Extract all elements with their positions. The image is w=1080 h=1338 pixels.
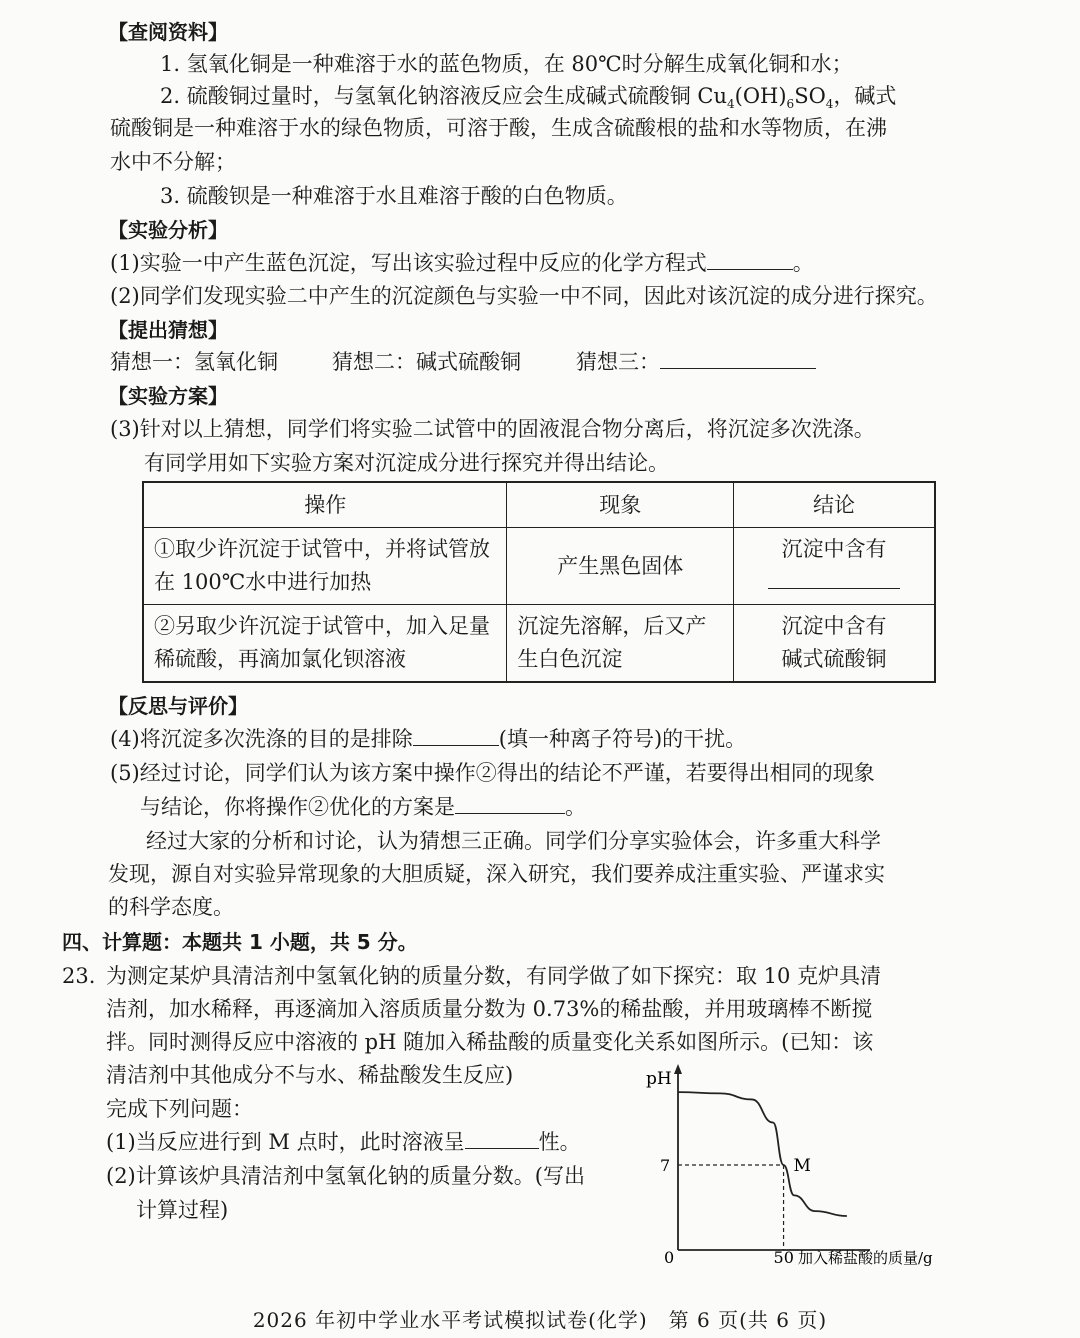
conclusion-blank[interactable] [768, 568, 900, 589]
lookup-item-2: 2. 硫酸铜过量时，与氢氧化钠溶液反应会生成碱式硫酸铜 $Cu_4(OH)_6SO_4$，碱式 [160, 84, 897, 112]
ph-chart [630, 1060, 950, 1280]
question-4: (4)将沉淀多次洗涤的目的是排除 (填一种离子符号)的干扰。 [110, 727, 747, 751]
question-5-cont: 与结论，你将操作②优化的方案是 。 [140, 795, 586, 819]
reflection-paragraph: 经过大家的分析和讨论，认为猜想三正确。同学们分享实验体会，许多重大科学 [146, 829, 881, 853]
table-cell-phenomenon: 产生黑色固体 [507, 528, 734, 605]
x-axis-label: 加入稀盐酸的质量/g [798, 1249, 933, 1267]
problem-23-number: 23. [62, 964, 96, 988]
table-header-row [143, 482, 935, 528]
table-cell-phenomenon: 沉淀先溶解，后又产生白色沉淀 [507, 605, 734, 683]
y-axis-arrow [674, 1064, 682, 1074]
question-1: (1)实验一中产生蓝色沉淀，写出该实验过程中反应的化学方程式 。 [110, 251, 814, 275]
problem-23-question-1: (1)当反应进行到 M 点时，此时溶液呈 性。 [106, 1130, 581, 1154]
table-cell-operation: ①取少许沉淀于试管中，并将试管放在 100℃水中进行加热 [143, 528, 507, 605]
lookup-item-3: 3. 硫酸钡是一种难溶于水且难溶于酸的白色物质。 [160, 184, 628, 208]
x-tick-label: 50 [773, 1248, 794, 1267]
problem-23-line: 洁剂，加水稀释，再逐滴加入溶质质量分数为 0.73%的稀盐酸，并用玻璃棒不断搅 [106, 997, 873, 1021]
experiment-table [142, 481, 936, 683]
table-cell-operation: ②另取少许沉淀于试管中，加入足量稀硫酸，再滴加氯化钡溶液 [143, 605, 507, 683]
section-hypothesis-heading: 【提出猜想】 [108, 318, 228, 342]
lookup-item-2-cont: 硫酸铜是一种难溶于水的绿色物质，可溶于酸，生成含硫酸根的盐和水等物质，在沸 [110, 116, 887, 140]
origin-label: 0 [664, 1248, 675, 1267]
reflection-paragraph: 发现，源自对实验异常现象的大胆质疑，深入研究，我们要养成注重实验、严谨求实 [108, 862, 885, 886]
question-3-cont: 有同学用如下实验方案对沉淀成分进行探究并得出结论。 [144, 451, 669, 475]
table-row [143, 528, 935, 605]
answer-blank-5[interactable] [455, 793, 565, 814]
page-footer: 2026 年初中学业水平考试模拟试卷(化学) 第 6 页(共 6 页) [252, 1308, 828, 1332]
section-lookup-heading: 【查阅资料】 [108, 20, 228, 44]
problem-23-line: 完成下列问题： [106, 1097, 253, 1121]
table-header: 操作 [143, 482, 507, 528]
problem-23-line: 为测定某炉具清洁剂中氢氧化钠的质量分数，有同学做了如下探究：取 10 克炉具清 [106, 964, 882, 988]
table-row [143, 605, 935, 683]
hypothesis-2: 猜想二：碱式硫酸铜 [332, 350, 521, 374]
y-axis-label: pH [646, 1069, 672, 1089]
answer-blank-1[interactable] [707, 249, 793, 270]
table-cell-conclusion: 沉淀中含有碱式硫酸铜 [734, 605, 935, 683]
y-tick-label: 7 [660, 1156, 671, 1175]
lookup-item-2-end: 水中不分解； [110, 150, 236, 174]
problem-23-line: 拌。同时测得反应中溶液的 pH 随加入稀盐酸的质量变化关系如图所示。(已知：该 [106, 1030, 874, 1054]
reflection-paragraph: 的科学态度。 [108, 895, 234, 919]
table-cell-conclusion: 沉淀中含有 [734, 528, 935, 605]
section-plan-heading: 【实验方案】 [108, 384, 228, 408]
table-header: 现象 [507, 482, 734, 528]
hypothesis-1: 猜想一：氢氧化铜 [110, 350, 278, 374]
problem-23-question-2: (2)计算该炉具清洁剂中氢氧化钠的质量分数。(写出 [106, 1164, 585, 1188]
answer-blank-4[interactable] [413, 725, 499, 746]
hypothesis-3-blank[interactable] [660, 348, 816, 369]
problem-23-line: 清洁剂中其他成分不与水、稀盐酸发生反应) [106, 1063, 514, 1087]
section-reflection-heading: 【反思与评价】 [108, 694, 248, 718]
section-calc-heading: 四、计算题：本题共 1 小题，共 5 分。 [62, 930, 418, 954]
lookup-item-1: 1. 氢氧化铜是一种难溶于水的蓝色物质，在 80℃时分解生成氧化铜和水； [160, 52, 853, 76]
ph-curve [678, 1092, 847, 1216]
section-analysis-heading: 【实验分析】 [108, 218, 228, 242]
point-m-label: M [793, 1156, 811, 1176]
question-3: (3)针对以上猜想，同学们将实验二试管中的固液混合物分离后，将沉淀多次洗涤。 [110, 417, 875, 441]
hypothesis-3: 猜想三： [576, 348, 816, 376]
problem-23-question-2-cont: 计算过程) [136, 1198, 229, 1222]
table-header: 结论 [734, 482, 935, 528]
answer-blank-23-1[interactable] [465, 1128, 539, 1149]
question-2: (2)同学们发现实验二中产生的沉淀颜色与实验一中不同，因此对该沉淀的成分进行探究。 [110, 284, 938, 308]
question-5: (5)经过讨论，同学们认为该方案中操作②得出的结论不严谨，若要得出相同的现象 [110, 761, 875, 785]
